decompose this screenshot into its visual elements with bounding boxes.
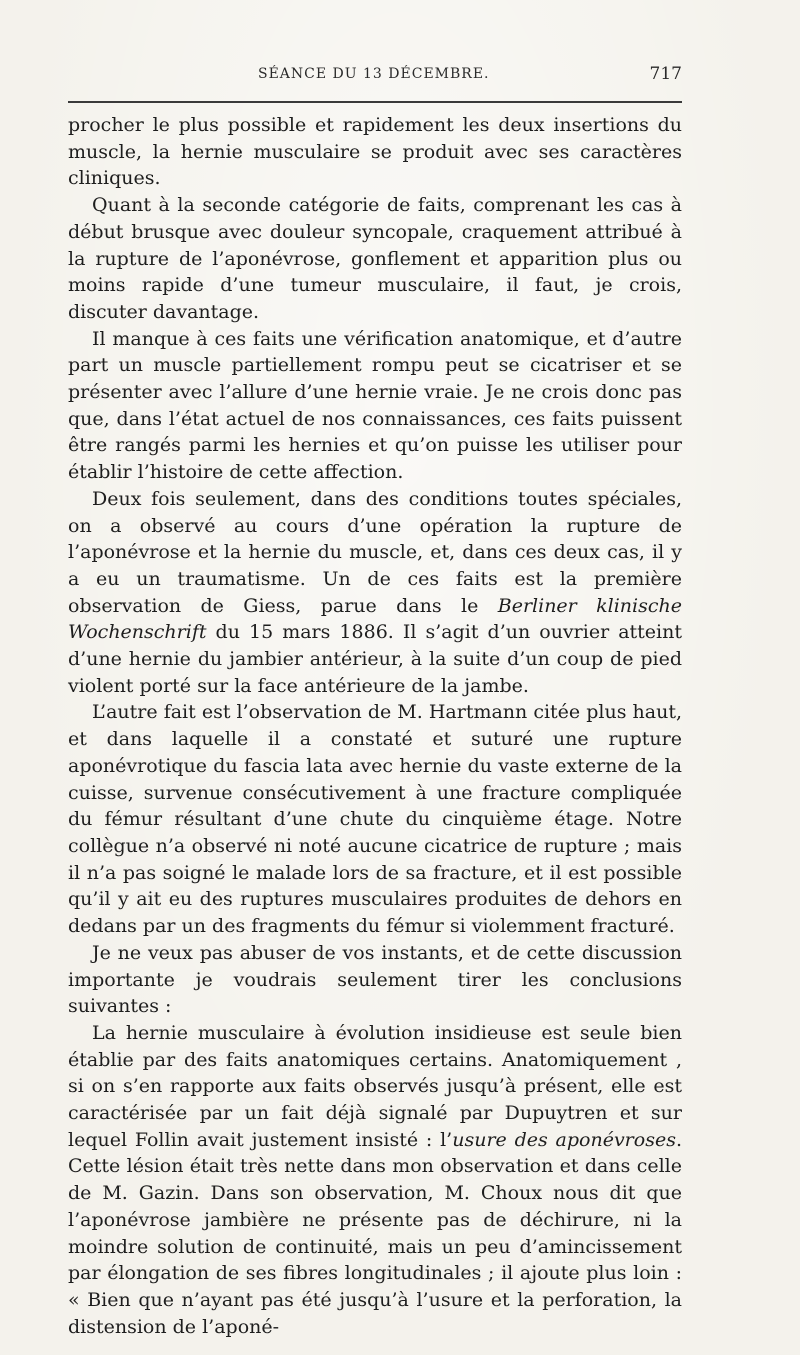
paragraph-4-text-b: du 15 mars 1886. Il s’agit d’un ouvrier atteint d’une hernie du jambier antérieur, à la suite d’un coup de pied violent porté sur la face antérieure de la jambe. bbox=[68, 621, 682, 697]
paragraph-2: Quant à la seconde catégorie de faits, comprenant les cas à début brusque avec douleur syncopale, craquement attribué à la rupture de l’aponévrose, gonflement et apparition plus ou moins rapide d’une tumeur musculaire, il faut, je crois, discuter davantage. bbox=[68, 194, 682, 323]
header-rule bbox=[68, 101, 682, 103]
page-header bbox=[68, 64, 682, 88]
paragraph-6: Je ne veux pas abuser de vos instants, et de cette discussion importante je voudrais seulement tirer les conclusions suivantes : bbox=[68, 941, 682, 1018]
body-text bbox=[68, 112, 682, 1340]
paragraph-1: procher le plus possible et rapidement les deux insertions du muscle, la hernie musculaire se produit avec ses caractères cliniques. bbox=[68, 114, 682, 190]
running-title: SÉANCE DU 13 DÉCEMBRE. bbox=[258, 66, 490, 82]
paragraph-5: L’autre fait est l’observation de M. Hartmann citée plus haut, et dans laquelle il a constaté et suturé une rupture aponévrotique du fascia lata avec hernie du vaste externe de la cuisse, survenue consécutivement à une fracture compliquée du fémur résultant d’une chute du cinquième étage. Notre collègue n’a observé ni noté aucune cicatrice de rupture ; mais il n’a pas soigné le malade lors de sa fracture, et il est possible qu’il y ait eu des ruptures musculaires produites de dehors en dedans par un des fragments du fémur si violemment fracturé. bbox=[68, 701, 682, 938]
paragraph-7 bbox=[68, 1020, 682, 1340]
paragraph-4-text-a: Deux fois seulement, dans des conditions toutes spéciales, on a observé au cours d’une opération la rupture de l’aponévrose et la hernie du muscle, et, dans ces deux cas, il y a eu un traumatisme. Un de ces faits est la première observation de Giess, parue dans le bbox=[68, 487, 682, 617]
emphasis-usure: usure des aponévroses bbox=[452, 1128, 676, 1151]
paragraph-3: Il manque à ces faits une vérification anatomique, et d’autre part un muscle partiellement rompu peut se cicatriser et se présenter avec l’allure d’une hernie vraie. Je ne crois donc pas que, dans l’état actuel de nos connaissances, ces faits puissent être rangés parmi les hernies et qu’on puisse les utiliser pour établir l’histoire de cette affection. bbox=[68, 327, 682, 484]
journal-title: Berliner klinische Wochenschrift bbox=[68, 594, 682, 644]
paragraph-7-text-a: La hernie musculaire à évolution insidieuse est seule bien établie par des faits anatomiques certains. Anatomiquement , si on s’en rapporte aux faits observés jusqu’à présent, elle est caractérisée par un fait déjà signalé par Dupuytren et sur lequel Follin avait justement insisté : l’ bbox=[68, 1021, 682, 1151]
paragraph-7-text-b: . Cette lésion était très nette dans mon observation et dans celle de M. Gazin. Dans son observation, M. Choux nous dit que l’aponévrose jambière ne présente pas de déchirure, ni la moindre solution de continuité, mais un peu d’amincissement par élongation de ses fibres longitudinales ; il ajoute plus loin : « Bien que n’ayant pas été jusqu’à l’usure et la perforation, la distension de l’aponé- bbox=[68, 1128, 682, 1338]
page-number: 717 bbox=[649, 64, 682, 84]
paragraph-4 bbox=[68, 486, 682, 700]
